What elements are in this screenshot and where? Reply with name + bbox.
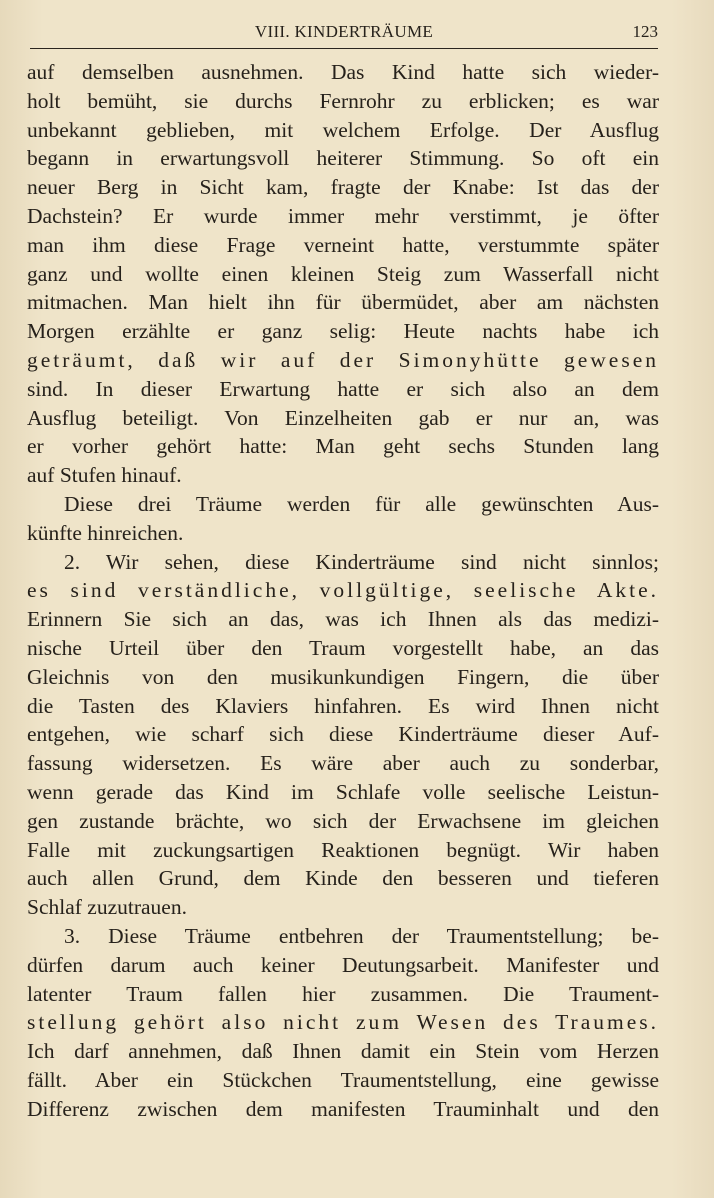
text-line: Erinnern Sie sich an das, was ich Ihnen als das medizi-: [27, 607, 659, 632]
text-line: 2. Wir sehen, diese Kinderträume sind nicht sinnlos;: [64, 549, 659, 574]
text-line: Morgen erzählte er ganz selig: Heute nachts habe ich: [27, 319, 659, 344]
text-line: holt bemüht, sie durchs Fernrohr zu erblicken; es war: [27, 88, 659, 113]
body-text: [27, 58, 659, 1123]
text-line: latenter Traum fallen hier zusammen. Die Traument-: [27, 981, 659, 1006]
text-line: mitmachen. Man hielt ihn für übermüdet, aber am nächsten: [27, 290, 659, 315]
text-line: es sind verständliche, vollgültige, seelische Akte.: [27, 578, 659, 603]
page-header: [30, 22, 658, 48]
text-line: auf Stufen hinauf.: [27, 463, 182, 488]
text-line: Ausflug beteiligt. Von Einzelheiten gab er nur an, was: [27, 405, 659, 430]
text-line: fassung widersetzen. Es wäre aber auch zu sonderbar,: [27, 751, 659, 776]
text-line: die Tasten des Klaviers hinfahren. Es wird Ihnen nicht: [27, 693, 659, 718]
text-line: künfte hinreichen.: [27, 520, 184, 545]
text-line: Schlaf zuzutrauen.: [27, 895, 187, 920]
text-line: Differenz zwischen dem manifesten Trauminhalt und den: [27, 1096, 659, 1121]
text-line: gen zustande brächte, wo sich der Erwachsene im gleichen: [27, 808, 659, 833]
text-line: auf demselben ausnehmen. Das Kind hatte sich wieder-: [27, 60, 659, 84]
header-rule: [30, 48, 658, 49]
text-line: stellung gehört also nicht zum Wesen des Traumes.: [27, 1010, 659, 1035]
text-line: unbekannt geblieben, mit welchem Erfolge. Der Ausflug: [27, 117, 659, 142]
text-line: entgehen, wie scharf sich diese Kinderträume dieser Auf-: [27, 722, 659, 747]
text-line: man ihm diese Frage verneint hatte, verstummte später: [27, 232, 659, 257]
text-line: auch allen Grund, dem Kinde den besseren und tieferen: [27, 866, 659, 891]
text-line: Gleichnis von den musikunkundigen Fingern, die über: [27, 664, 659, 689]
text-line: sind. In dieser Erwartung hatte er sich also an dem: [27, 376, 659, 401]
text-line: begann in erwartungsvoll heiterer Stimmung. So oft ein: [27, 146, 659, 171]
text-line: wenn gerade das Kind im Schlafe volle seelische Leistun-: [27, 779, 659, 804]
text-line: Ich darf annehmen, daß Ihnen damit ein Stein vom Herzen: [27, 1039, 659, 1064]
text-line: er vorher gehört hatte: Man geht sechs Stunden lang: [27, 434, 659, 459]
text-line: nische Urteil über den Traum vorgestellt habe, an das: [27, 635, 659, 660]
text-line: Diese drei Träume werden für alle gewünschten Aus-: [64, 491, 659, 516]
text-line: Falle mit zuckungsartigen Reaktionen begnügt. Wir haben: [27, 837, 659, 862]
text-line: dürfen darum auch keiner Deutungsarbeit. Manifester und: [27, 952, 659, 977]
text-line: geträumt, daß wir auf der Simonyhütte gewesen: [27, 347, 659, 372]
text-line: neuer Berg in Sicht kam, fragte der Knabe: Ist das der: [27, 175, 659, 200]
text-line: fällt. Aber ein Stückchen Traumentstellung, eine gewisse: [27, 1067, 659, 1092]
text-line: ganz und wollte einen kleinen Steig zum Wasserfall nicht: [27, 261, 659, 286]
text-line: Dachstein? Er wurde immer mehr verstimmt, je öfter: [27, 203, 659, 228]
text-line: 3. Diese Träume entbehren der Traumentstellung; be-: [64, 923, 659, 948]
running-title: VIII. KINDERTRÄUME: [254, 22, 434, 41]
page-number: 123: [632, 22, 658, 41]
